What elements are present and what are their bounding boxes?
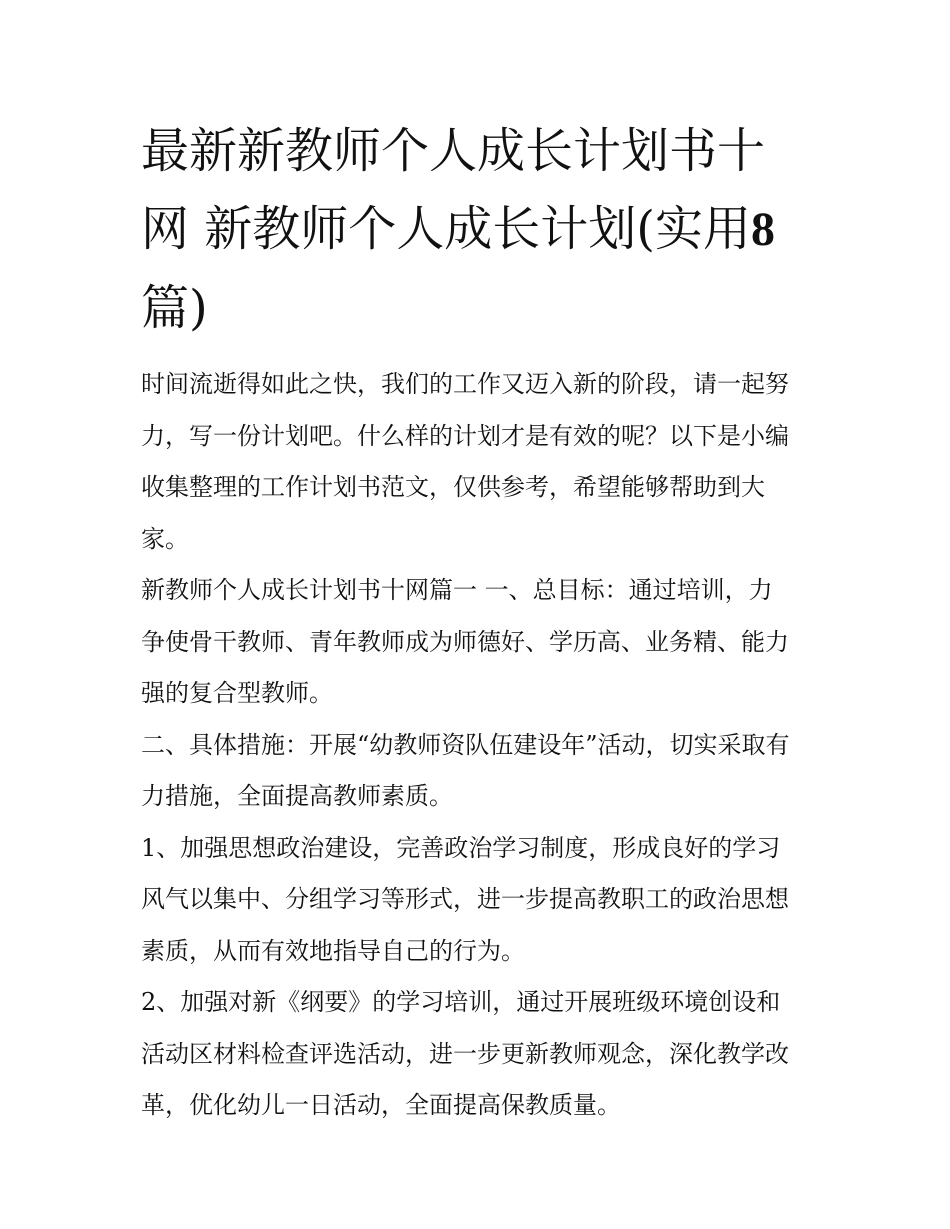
document-body xyxy=(141,359,813,1132)
text-line: 素质，从而有效地指导自己的行为。 xyxy=(141,936,525,965)
text-line: 家。 xyxy=(141,524,189,553)
title-line: 篇) xyxy=(141,280,208,336)
text-line: 新教师个人成长计划书十网篇一 一、总目标：通过培训，力 xyxy=(141,576,773,604)
text-line: 革，优化幼儿一日活动，全面提高保教质量。 xyxy=(141,1091,621,1119)
text-line: 力，写一份计划吧。什么样的计划才是有效的呢？以下是小编 xyxy=(141,421,789,450)
text-line: 强的复合型教师。 xyxy=(141,679,333,707)
title-line: 最新新教师个人成长计划书十 xyxy=(141,123,766,179)
text-line: 2、加强对新《纲要》的学习培训，通过开展班级环境创设和 xyxy=(141,988,781,1016)
paragraph-item-2 xyxy=(141,977,813,1132)
text-line: 力措施，全面提高教师素质。 xyxy=(141,782,453,810)
text-line: 二、具体措施：开展“幼教师资队伍建设年”活动，切实采取有 xyxy=(141,730,790,759)
paragraph-item-1 xyxy=(141,823,813,978)
title-line xyxy=(141,190,813,269)
paragraph-measures xyxy=(141,720,813,823)
title-number: 8 xyxy=(751,203,775,256)
text-line: 时间流逝得如此之快，我们的工作又迈入新的阶段，请一起努 xyxy=(141,370,789,398)
text-line: 活动区材料检查评选活动，进一步更新教师观念，深化教学改 xyxy=(141,1039,789,1068)
title-line-text: 网 新教师个人成长计划(实用 xyxy=(141,201,751,257)
paragraph-goal xyxy=(141,565,813,720)
text-line: 1、加强思想政治建设，完善政治学习制度，形成良好的学习 xyxy=(141,833,781,862)
paragraph-intro xyxy=(141,359,813,565)
text-line: 风气以集中、分组学习等形式，进一步提高教职工的政治思想 xyxy=(141,885,789,913)
text-line: 收集整理的工作计划书范文，仅供参考，希望能够帮助到大 xyxy=(141,473,765,501)
text-line: 争使骨干教师、青年教师成为师德好、学历高、业务精、能力 xyxy=(141,627,789,656)
document-title xyxy=(141,112,813,347)
document-content xyxy=(141,112,813,1132)
